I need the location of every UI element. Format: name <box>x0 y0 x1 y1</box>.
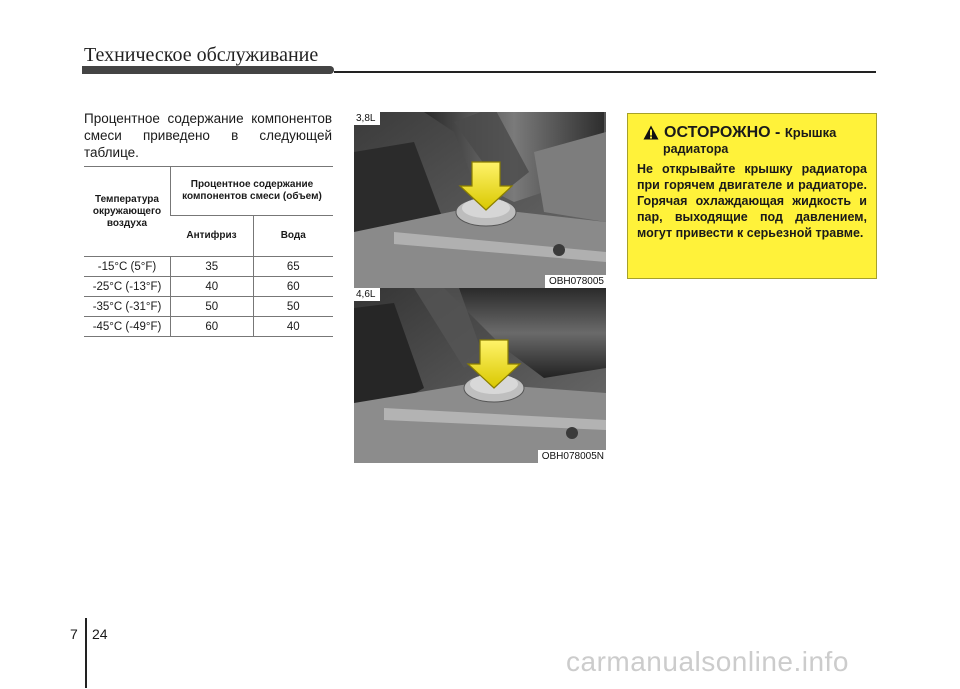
page-number: 24 <box>92 626 108 642</box>
header-bar <box>82 66 334 74</box>
cell-temp: -15°C (5°F) <box>84 257 171 277</box>
page-header-title: Техническое обслуживание <box>84 44 319 66</box>
col-header-ambient: Температура окружающего воздуха <box>84 167 171 257</box>
table-row <box>84 257 333 277</box>
engine-bay-illustration <box>354 288 606 463</box>
figure-code: OBH078005 <box>545 275 606 288</box>
warning-title-tail: Крышка <box>784 125 837 140</box>
col-header-mix: Процентное содержание компонентов смеси (объем) <box>171 167 334 216</box>
header-rule <box>334 71 876 73</box>
cell-antifreeze: 60 <box>171 317 254 337</box>
cell-temp: -25°C (-13°F) <box>84 277 171 297</box>
table-row <box>84 297 333 317</box>
warning-title: ОСТОРОЖНО - <box>664 124 781 141</box>
cell-water: 40 <box>253 317 333 337</box>
intro-text: Процентное содержание компонентов смеси приведено в следующей таблице. <box>84 111 332 160</box>
radiator-cap-photo-4-6l <box>354 288 606 463</box>
table-row <box>84 317 333 337</box>
cell-temp: -45°C (-49°F) <box>84 317 171 337</box>
footer-divider <box>85 618 87 688</box>
col-header-water: Вода <box>253 216 333 257</box>
cell-water: 50 <box>253 297 333 317</box>
cell-water: 65 <box>253 257 333 277</box>
cell-temp: -35°C (-31°F) <box>84 297 171 317</box>
engine-label: 4,6L <box>354 288 380 301</box>
engine-bay-illustration <box>354 112 606 288</box>
cell-antifreeze: 35 <box>171 257 254 277</box>
warning-triangle-icon <box>643 125 659 140</box>
col-header-antifreeze: Антифриз <box>171 216 254 257</box>
coolant-concentration-table <box>84 166 333 337</box>
radiator-cap-photo-3-8l <box>354 112 606 288</box>
watermark: carmanualsonline.info <box>566 646 849 677</box>
cell-antifreeze: 40 <box>171 277 254 297</box>
cell-water: 60 <box>253 277 333 297</box>
engine-label: 3,8L <box>354 112 380 125</box>
warning-body: Не открывайте крышку радиатора при горячем двигателе и радиаторе. Горячая охлаждающая жидкость и пар, выходящие под давлением, могут привести к серьезной травме. <box>637 162 867 240</box>
warning-box <box>627 113 877 279</box>
cell-antifreeze: 50 <box>171 297 254 317</box>
chapter-number: 7 <box>70 626 78 642</box>
table-row <box>84 277 333 297</box>
warning-header <box>637 124 867 142</box>
figure-code: OBH078005N <box>538 450 606 463</box>
warning-subtitle: радиатора <box>663 142 729 156</box>
